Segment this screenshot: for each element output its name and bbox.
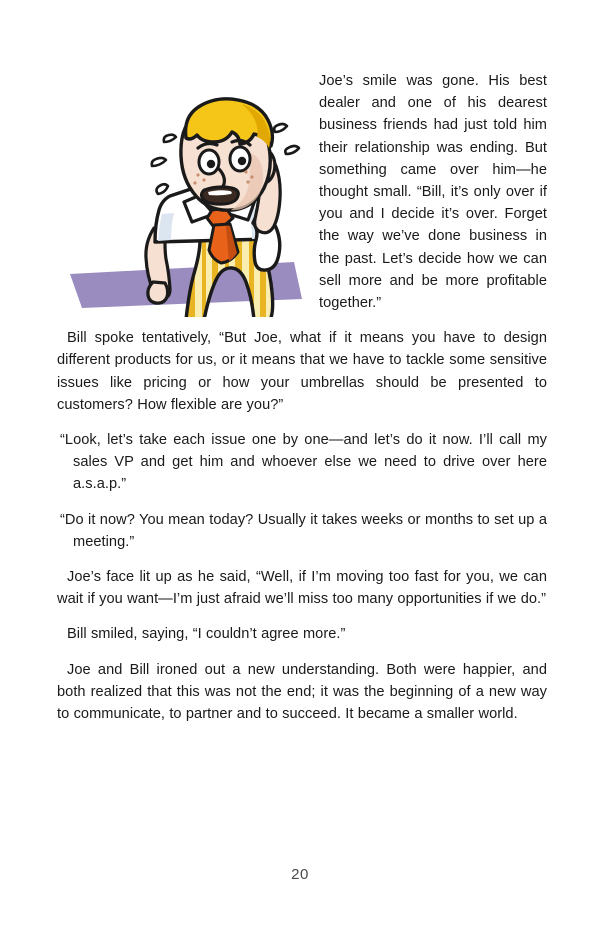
paragraph-2: Bill spoke tentatively, “But Joe, what if it means you have to design different products for us, or it means that we have to tackle some sensitive issues like pricing or how your umbrellas should be presented to customers? How flexible are you?” [57, 330, 547, 413]
page-content [57, 70, 547, 725]
paragraph-6: Bill smiled, saying, “I couldn’t agree more.” [67, 626, 346, 643]
paragraph-4-quote: “Do it now? You mean today? Usually it takes weeks or months to set up a meeting.” [60, 511, 547, 550]
paragraph-5: Joe’s face lit up as he said, “Well, if I’m moving too fast for you, we can wait if you want—I’m just afraid we’ll miss too many opportunities if we do.” [57, 569, 547, 608]
page-number: 20 [291, 866, 309, 883]
illustration-container [57, 70, 319, 315]
worried-businessman-illustration [62, 92, 317, 317]
paragraph-3-quote: “Look, let’s take each issue one by one—and let’s do it now. I’ll call my sales VP and get him and whoever else we need to drive over here a.s.a.p.” [60, 432, 547, 493]
paragraph-7: Joe and Bill ironed out a new understanding. Both were happier, and both realized that this was not the end; it was the beginning of a new way to communicate, to partner and to succeed. It became a smaller world. [57, 661, 547, 723]
paragraph-1: Joe’s smile was gone. His best dealer and one of his dearest business friends had just told him their relationship was ending. But something came over him—he thought small. “Bill, it’s only over if you and I decide it’s over. Forget the way we’ve done business in the past. Let’s decide how we can sell more and be more profitable together.” [319, 73, 547, 312]
